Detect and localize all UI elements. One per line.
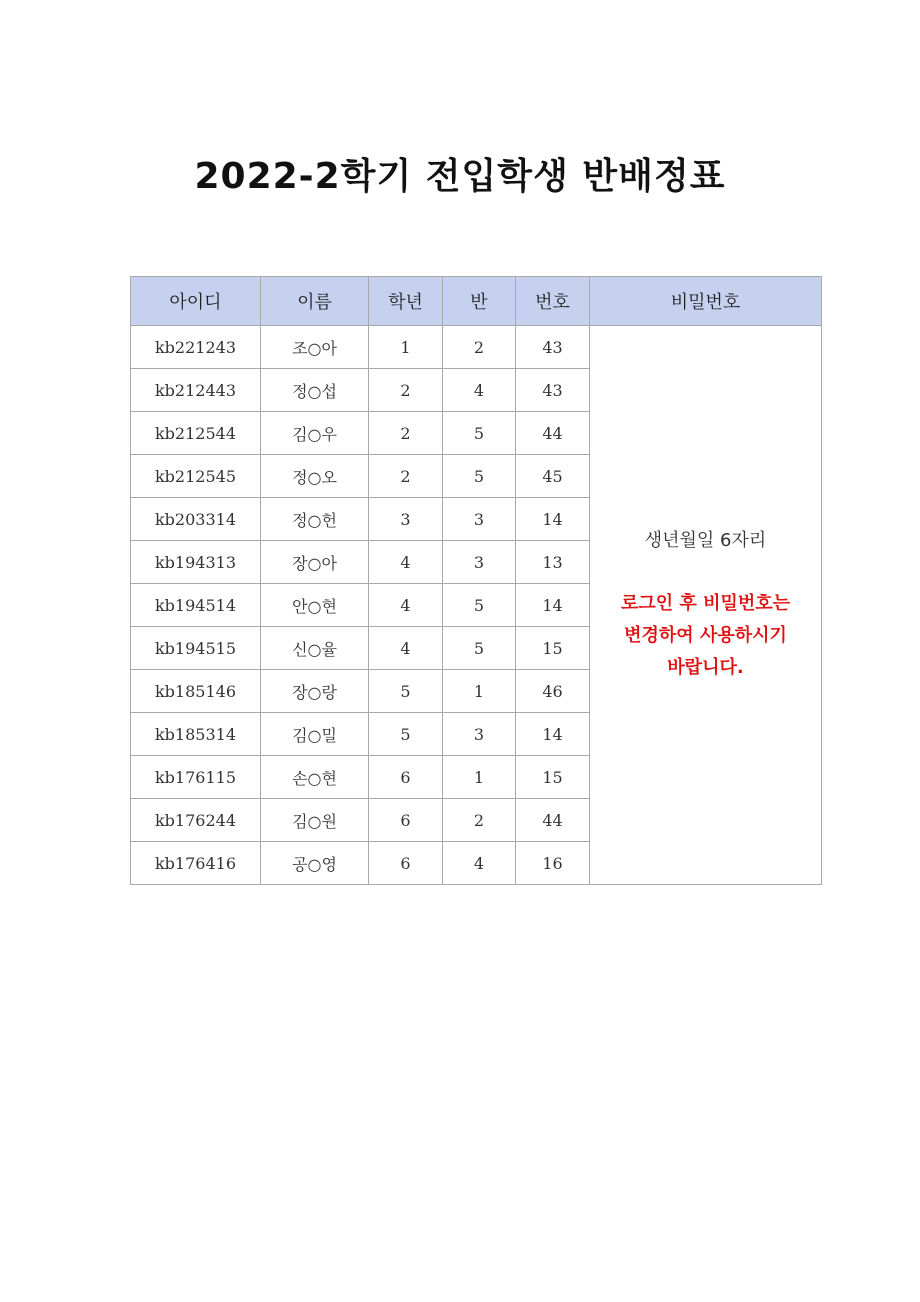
- cell-class: 2: [443, 799, 516, 842]
- cell-grade: 3: [369, 498, 443, 541]
- password-note-line: 바랍니다.: [667, 657, 744, 678]
- cell-id: kb212545: [131, 455, 261, 498]
- cell-grade: 2: [369, 369, 443, 412]
- cell-grade: 5: [369, 713, 443, 756]
- cell-id: kb185314: [131, 713, 261, 756]
- page-title: 2022-2학기 전입학생 반배정표: [194, 156, 726, 197]
- cell-number: 43: [516, 326, 590, 369]
- cell-class: 5: [443, 455, 516, 498]
- cell-number: 44: [516, 799, 590, 842]
- column-header-password: 비밀번호: [590, 277, 822, 326]
- cell-number: 14: [516, 713, 590, 756]
- cell-grade: 6: [369, 842, 443, 885]
- cell-class: 3: [443, 713, 516, 756]
- cell-id: kb176115: [131, 756, 261, 799]
- cell-id: kb203314: [131, 498, 261, 541]
- cell-class: 3: [443, 498, 516, 541]
- cell-id: kb212443: [131, 369, 261, 412]
- cell-id: kb194313: [131, 541, 261, 584]
- column-header-class: 반: [443, 277, 516, 326]
- cell-number: 13: [516, 541, 590, 584]
- column-header-id: 아이디: [131, 277, 261, 326]
- class-assignment-table: [130, 276, 822, 885]
- cell-id: kb194515: [131, 627, 261, 670]
- cell-grade: 4: [369, 584, 443, 627]
- cell-id: kb212544: [131, 412, 261, 455]
- cell-grade: 1: [369, 326, 443, 369]
- cell-grade: 4: [369, 541, 443, 584]
- cell-class: 1: [443, 670, 516, 713]
- cell-grade: 6: [369, 756, 443, 799]
- cell-class: 1: [443, 756, 516, 799]
- cell-grade: 2: [369, 455, 443, 498]
- cell-number: 16: [516, 842, 590, 885]
- cell-class: 2: [443, 326, 516, 369]
- cell-name: 정○헌: [261, 498, 369, 541]
- cell-id: kb194514: [131, 584, 261, 627]
- cell-number: 14: [516, 498, 590, 541]
- cell-id: kb221243: [131, 326, 261, 369]
- cell-id: kb185146: [131, 670, 261, 713]
- cell-number: 43: [516, 369, 590, 412]
- cell-number: 14: [516, 584, 590, 627]
- cell-class: 5: [443, 412, 516, 455]
- cell-number: 15: [516, 756, 590, 799]
- cell-class: 3: [443, 541, 516, 584]
- password-default-text: 생년월일 6자리: [644, 530, 767, 551]
- password-note-line: 로그인 후 비밀번호는: [620, 593, 791, 614]
- cell-number: 46: [516, 670, 590, 713]
- cell-grade: 2: [369, 412, 443, 455]
- cell-name: 장○랑: [261, 670, 369, 713]
- cell-name: 손○현: [261, 756, 369, 799]
- cell-name: 안○현: [261, 584, 369, 627]
- password-note-line: 변경하여 사용하시기: [624, 625, 787, 646]
- cell-name: 김○밀: [261, 713, 369, 756]
- cell-grade: 4: [369, 627, 443, 670]
- cell-number: 45: [516, 455, 590, 498]
- cell-name: 공○영: [261, 842, 369, 885]
- cell-number: 44: [516, 412, 590, 455]
- column-header-number: 번호: [516, 277, 590, 326]
- cell-name: 정○오: [261, 455, 369, 498]
- column-header-grade: 학년: [369, 277, 443, 326]
- cell-grade: 6: [369, 799, 443, 842]
- table-row: [131, 326, 822, 369]
- table-header-row: [131, 277, 822, 326]
- cell-name: 김○우: [261, 412, 369, 455]
- cell-name: 조○아: [261, 326, 369, 369]
- cell-class: 4: [443, 369, 516, 412]
- column-header-name: 이름: [261, 277, 369, 326]
- cell-id: kb176416: [131, 842, 261, 885]
- cell-number: 15: [516, 627, 590, 670]
- cell-class: 4: [443, 842, 516, 885]
- cell-grade: 5: [369, 670, 443, 713]
- password-change-note: [590, 588, 821, 684]
- cell-id: kb176244: [131, 799, 261, 842]
- cell-name: 김○원: [261, 799, 369, 842]
- cell-name: 장○아: [261, 541, 369, 584]
- password-info-cell: [590, 326, 822, 885]
- table-body: [131, 326, 822, 885]
- cell-name: 정○섭: [261, 369, 369, 412]
- cell-class: 5: [443, 584, 516, 627]
- cell-class: 5: [443, 627, 516, 670]
- cell-name: 신○율: [261, 627, 369, 670]
